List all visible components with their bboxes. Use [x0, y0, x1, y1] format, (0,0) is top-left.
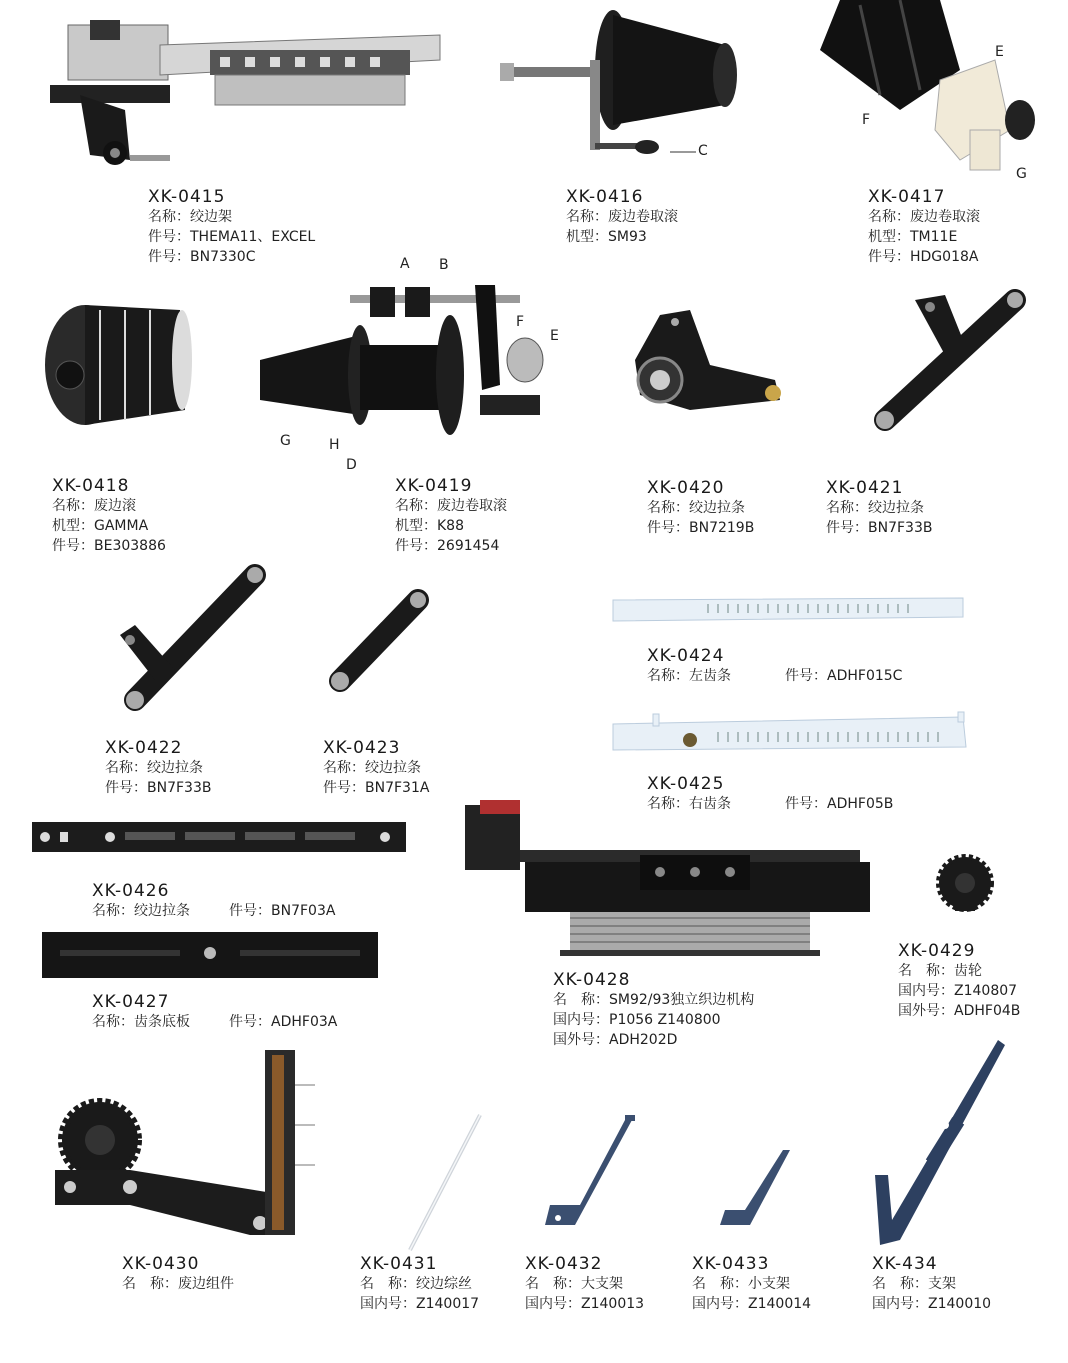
part-info-line [647, 498, 754, 518]
label: 名 称： [122, 1276, 178, 1292]
label: 件号： [148, 249, 190, 265]
label: 名 称： [553, 992, 609, 1008]
part-xk-0428 [553, 970, 754, 1050]
part-xk-0423 [323, 738, 429, 798]
callout-a: A [400, 256, 410, 272]
value: SM93 [608, 229, 647, 245]
part-code: XK-0420 [647, 478, 725, 498]
part-code: XK-0432 [525, 1254, 603, 1274]
part-image-xk-0415 [30, 15, 450, 175]
part-info-line [395, 496, 507, 516]
part-code: XK-0433 [692, 1254, 770, 1274]
label: 件号： [826, 520, 868, 536]
part-info-line [868, 227, 980, 247]
value: BN7F31A [365, 780, 430, 796]
part-code: XK-0426 [92, 881, 170, 901]
value: 2691454 [437, 538, 500, 554]
part-info-line [323, 778, 429, 798]
label: 名称： [566, 209, 608, 225]
part-info-line [52, 516, 166, 536]
part-info-line [872, 1274, 991, 1294]
value: ADHF04B [954, 1003, 1021, 1019]
part-image-xk-0423 [320, 585, 440, 700]
label: 名称： [826, 500, 868, 516]
label: 机型： [868, 229, 910, 245]
value: 大支架 [581, 1276, 623, 1292]
part-image-xk-0426 [30, 818, 410, 856]
part-image-xk-0422 [115, 560, 275, 720]
label: 名称： [647, 500, 689, 516]
part-image-xk-0430 [50, 1045, 330, 1245]
value: 绞边拉条 [365, 760, 421, 776]
label: 国外号： [553, 1032, 609, 1048]
label: 名称： [395, 498, 437, 514]
part-image-xk-0429 [930, 855, 1000, 915]
callout-d: D [346, 457, 357, 473]
part-code: XK-0424 [647, 646, 725, 666]
part-image-xk-0425 [608, 712, 968, 757]
value: 绞边拉条 [147, 760, 203, 776]
part-info-line [647, 666, 902, 686]
label: 名称： [105, 760, 147, 776]
part-xk-0433 [692, 1254, 811, 1314]
label: 名 称： [692, 1276, 748, 1292]
part-info-line [692, 1274, 811, 1294]
value: THEMA11、EXCEL [190, 229, 316, 245]
label: 名称： [148, 209, 190, 225]
value: BN7219B [689, 520, 755, 536]
part-xk-0427 [92, 992, 337, 1032]
value: BN7F33B [147, 780, 212, 796]
part-info-line [92, 1012, 337, 1032]
label: 机型： [395, 518, 437, 534]
label: 名 称： [898, 963, 954, 979]
value: 齿条底板 [134, 1014, 190, 1030]
part-info-line [826, 518, 932, 538]
value: ADHF03A [271, 1014, 338, 1030]
label: 件号： [323, 780, 365, 796]
value: 右齿条 [689, 796, 731, 812]
callout-g: G [280, 433, 291, 449]
value: BN7F33B [868, 520, 933, 536]
value: 小支架 [748, 1276, 790, 1292]
label: 国外号： [898, 1003, 954, 1019]
part-xk-0430 [122, 1254, 234, 1294]
part-xk-0417 [868, 187, 980, 267]
part-image-xk-0417 [820, 0, 1040, 175]
label: 名 称： [872, 1276, 928, 1292]
label: 名称： [92, 1014, 134, 1030]
value: GAMMA [94, 518, 149, 534]
part-xk-0418 [52, 476, 166, 556]
value: ADH202D [609, 1032, 678, 1048]
part-xk-0422 [105, 738, 211, 798]
part-xk-0419 [395, 476, 507, 556]
label: 名称： [647, 668, 689, 684]
value: Z140010 [928, 1296, 992, 1312]
part-info-line [52, 536, 166, 556]
value: 左齿条 [689, 668, 731, 684]
part-info-line [52, 496, 166, 516]
part-info-line [647, 794, 893, 814]
value: 绞边拉条 [134, 903, 190, 919]
part-xk-0416 [566, 187, 678, 247]
value: Z140013 [581, 1296, 645, 1312]
label: 件号： [52, 538, 94, 554]
label: 名称： [647, 796, 689, 812]
part-image-xk-0434 [860, 1035, 1010, 1250]
part-xk-0425 [647, 774, 893, 814]
part-info-line [566, 227, 678, 247]
part-info-line [360, 1294, 479, 1314]
label: 名 称： [525, 1276, 581, 1292]
value: ADHF05B [827, 796, 894, 812]
part-code: XK-0427 [92, 992, 170, 1012]
label: 名 称： [360, 1276, 416, 1292]
value: SM92/93独立织边机构 [609, 992, 755, 1008]
label: 件号： [148, 229, 190, 245]
part-info-line [105, 778, 211, 798]
part-info-line [395, 516, 507, 536]
value: 废边组件 [178, 1276, 234, 1292]
value: 支架 [928, 1276, 956, 1292]
part-image-xk-0431 [395, 1110, 495, 1255]
part-code: XK-0419 [395, 476, 473, 496]
label: 件号： [785, 796, 827, 812]
part-info-line [898, 961, 1020, 981]
part-info-line [525, 1274, 644, 1294]
label: 国内号： [898, 983, 954, 999]
label: 国内号： [553, 1012, 609, 1028]
label: 件号： [395, 538, 437, 554]
value: BN7330C [190, 249, 256, 265]
part-info-line [395, 536, 507, 556]
part-info-line [898, 981, 1020, 1001]
value: 绞边拉条 [868, 500, 924, 516]
value: 齿轮 [954, 963, 982, 979]
value: 绞边综丝 [416, 1276, 472, 1292]
callout-e: E [550, 328, 559, 344]
part-image-xk-0419 [260, 275, 550, 440]
part-info-line [122, 1274, 234, 1294]
part-info-line [872, 1294, 991, 1314]
label: 机型： [566, 229, 608, 245]
label: 件号： [647, 520, 689, 536]
value: 绞边拉条 [689, 500, 745, 516]
part-xk-0424 [647, 646, 902, 686]
value: Z140017 [416, 1296, 480, 1312]
part-info-line [323, 758, 429, 778]
part-image-xk-0416 [495, 5, 725, 165]
callout-f: F [516, 314, 525, 330]
part-xk-0429 [898, 941, 1020, 1021]
part-code: XK-434 [872, 1254, 938, 1274]
value: 绞边架 [190, 209, 232, 225]
value: BE303886 [94, 538, 166, 554]
part-code: XK-0415 [148, 187, 226, 207]
part-info-line [868, 207, 980, 227]
part-code: XK-0416 [566, 187, 644, 207]
part-info-line [105, 758, 211, 778]
part-info-line [553, 990, 754, 1010]
part-image-xk-0432 [540, 1110, 640, 1240]
value: TM11E [910, 229, 958, 245]
value: 废边卷取滚 [910, 209, 980, 225]
label: 名称： [52, 498, 94, 514]
part-xk-0421 [826, 478, 932, 538]
value: BN7F03A [271, 903, 336, 919]
part-info-line [826, 498, 932, 518]
part-code: XK-0423 [323, 738, 401, 758]
label: 件号： [868, 249, 910, 265]
part-info-line [553, 1030, 754, 1050]
part-xk-0426 [92, 881, 335, 921]
part-info-line [566, 207, 678, 227]
part-info-line [553, 1010, 754, 1030]
part-info-line [148, 227, 315, 247]
part-xk-0431 [360, 1254, 479, 1314]
value: K88 [437, 518, 464, 534]
part-image-xk-0418 [40, 295, 200, 435]
value: 废边卷取滚 [608, 209, 678, 225]
part-xk-0432 [525, 1254, 644, 1314]
value: Z140807 [954, 983, 1018, 999]
label: 名称： [92, 903, 134, 919]
value: HDG018A [910, 249, 979, 265]
value: 废边滚 [94, 498, 136, 514]
part-info-line [148, 207, 315, 227]
part-code: XK-0429 [898, 941, 976, 961]
part-info-line [360, 1274, 479, 1294]
label: 国内号： [525, 1296, 581, 1312]
label: 件号： [229, 1014, 271, 1030]
part-xk-434 [872, 1254, 991, 1314]
part-info-line [525, 1294, 644, 1314]
part-info-line [647, 518, 754, 538]
callout-g: G [1016, 166, 1027, 182]
part-code: XK-0422 [105, 738, 183, 758]
part-info-line [898, 1001, 1020, 1021]
part-image-xk-0428 [460, 800, 880, 965]
value: 废边卷取滚 [437, 498, 507, 514]
part-image-xk-0424 [608, 595, 968, 625]
callout-line [670, 150, 700, 154]
part-xk-0420 [647, 478, 754, 538]
label: 机型： [52, 518, 94, 534]
part-code: XK-0430 [122, 1254, 200, 1274]
value: Z140014 [748, 1296, 812, 1312]
value: P1056 Z140800 [609, 1012, 721, 1028]
label: 件号： [229, 903, 271, 919]
part-info-line [148, 247, 315, 267]
part-info-line [692, 1294, 811, 1314]
part-info-line [92, 901, 335, 921]
callout-h: H [329, 437, 340, 453]
label: 国内号： [692, 1296, 748, 1312]
label: 件号： [105, 780, 147, 796]
label: 名称： [323, 760, 365, 776]
part-image-xk-0427 [40, 928, 380, 983]
label: 名称： [868, 209, 910, 225]
part-code: XK-0425 [647, 774, 725, 794]
part-image-xk-0421 [865, 285, 1040, 440]
value: ADHF015C [827, 668, 903, 684]
part-xk-0415 [148, 187, 315, 267]
callout-f: F [862, 112, 871, 128]
label: 件号： [785, 668, 827, 684]
part-code: XK-0418 [52, 476, 130, 496]
callout-c: C [698, 143, 708, 159]
part-code: XK-0421 [826, 478, 904, 498]
part-code: XK-0431 [360, 1254, 438, 1274]
part-info-line [868, 247, 980, 267]
part-image-xk-0433 [715, 1145, 795, 1230]
callout-e: E [995, 44, 1004, 60]
callout-b: B [439, 257, 449, 273]
label: 国内号： [360, 1296, 416, 1312]
label: 国内号： [872, 1296, 928, 1312]
part-code: XK-0417 [868, 187, 946, 207]
part-image-xk-0420 [630, 310, 790, 415]
part-code: XK-0428 [553, 970, 631, 990]
